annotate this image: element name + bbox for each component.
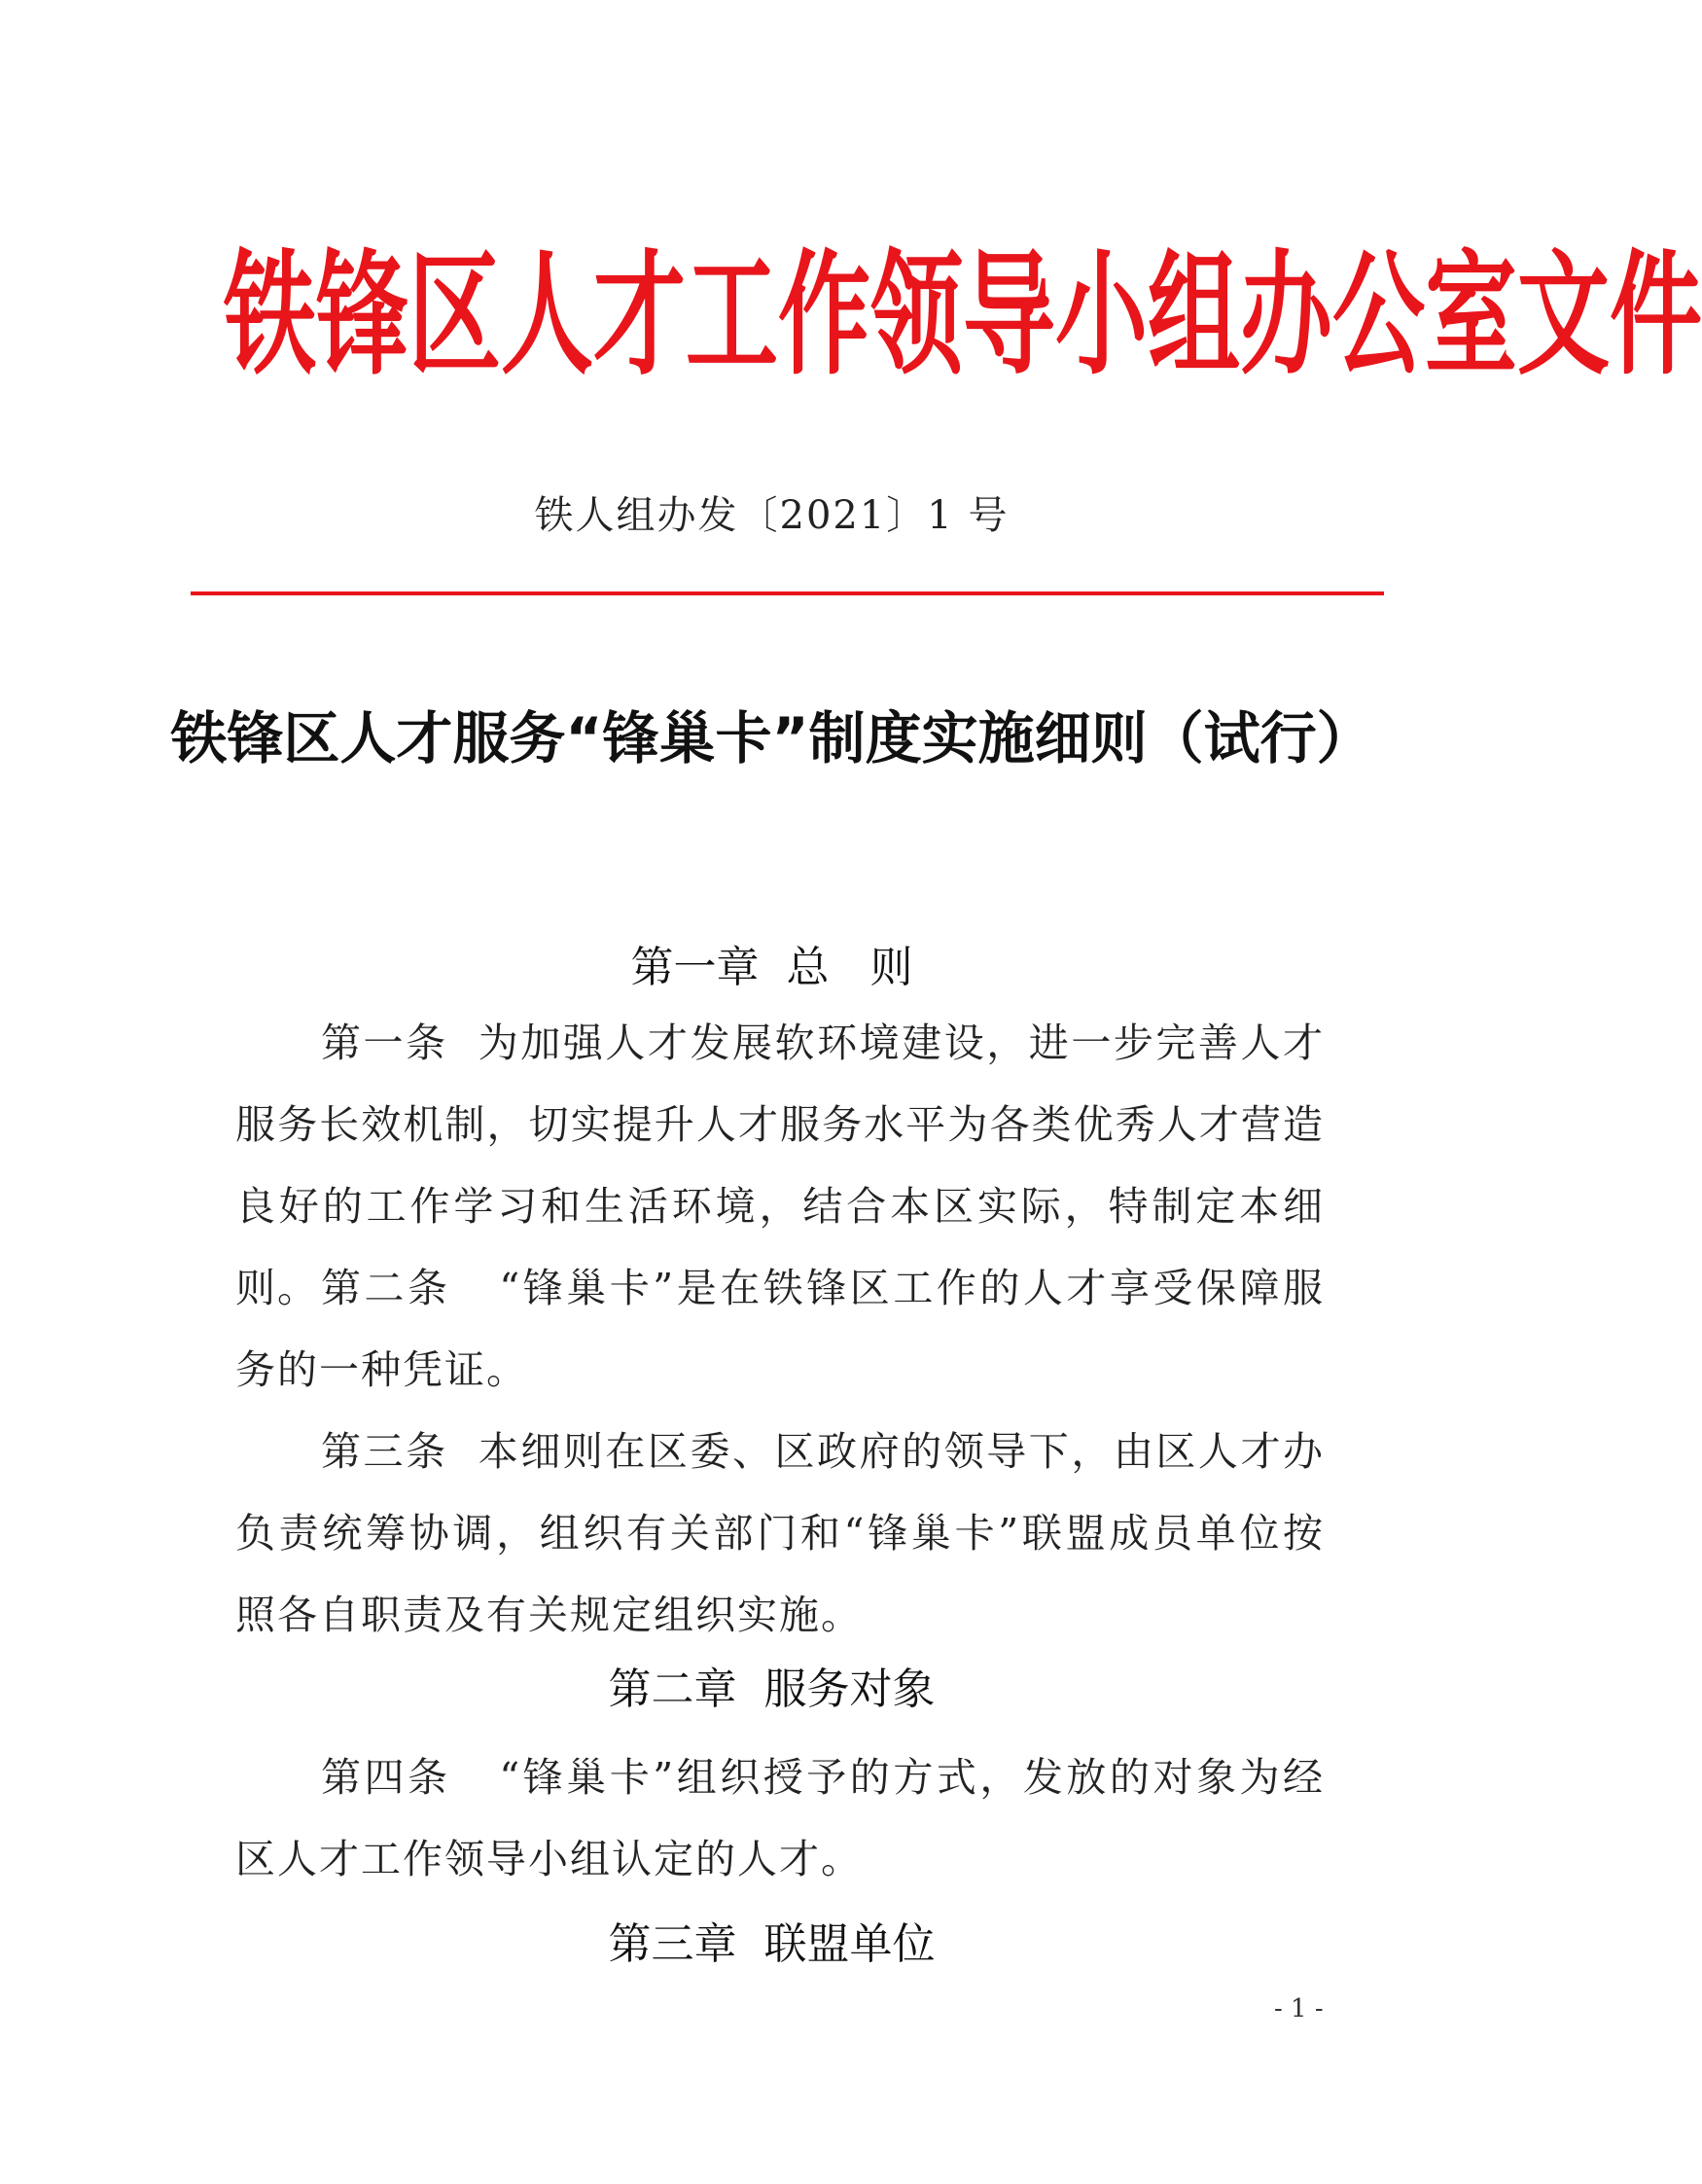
chapter-1-heading: 第一章 总 则 bbox=[630, 943, 913, 992]
chapter-3-heading: 第三章 联盟单位 bbox=[608, 1919, 936, 1969]
article-2-label: 第二条 bbox=[321, 1265, 451, 1311]
red-divider-line bbox=[191, 591, 1384, 595]
article-4-label: 第四条 bbox=[321, 1754, 451, 1801]
document-title: 铁锋区人才服务“锋巢卡”制度实施细则（试行） bbox=[170, 705, 1373, 771]
article-1-text: 为加强人才发展软环境建设，进一步完善人才服务长效机制，切实提升人才服务水平为各类优秀人才营造良好的工作学习和生活环境，结合本区实际，特制定本细则。 bbox=[235, 1020, 1326, 1311]
article-3-text: 本细则在区委、区政府的领导下，由区人才办负责统筹协调，组织有关部门和“锋巢卡”联盟成员单位按照各自职责及有关规定组织实施。 bbox=[235, 1428, 1326, 1638]
article-4 bbox=[235, 1736, 1325, 1900]
agency-header-title: 铁锋区人才工作领导小组办公室文件 bbox=[224, 238, 1702, 394]
article-2 bbox=[235, 1247, 1325, 1411]
page-number: - 1 - bbox=[1274, 1994, 1324, 2023]
article-3 bbox=[235, 1411, 1325, 1656]
article-4-text: “锋巢卡”组织授予的方式，发放的对象为经区人才工作领导小组认定的人才。 bbox=[235, 1754, 1325, 1882]
chapter-2-heading: 第二章 服务对象 bbox=[608, 1665, 936, 1714]
article-1-label: 第一条 bbox=[321, 1020, 448, 1066]
article-2-text: “锋巢卡”是在铁锋区工作的人才享受保障服务的一种凭证。 bbox=[235, 1265, 1325, 1393]
article-3-label: 第三条 bbox=[321, 1428, 448, 1475]
document-number: 铁人组办发〔2021〕1 号 bbox=[534, 493, 1010, 538]
